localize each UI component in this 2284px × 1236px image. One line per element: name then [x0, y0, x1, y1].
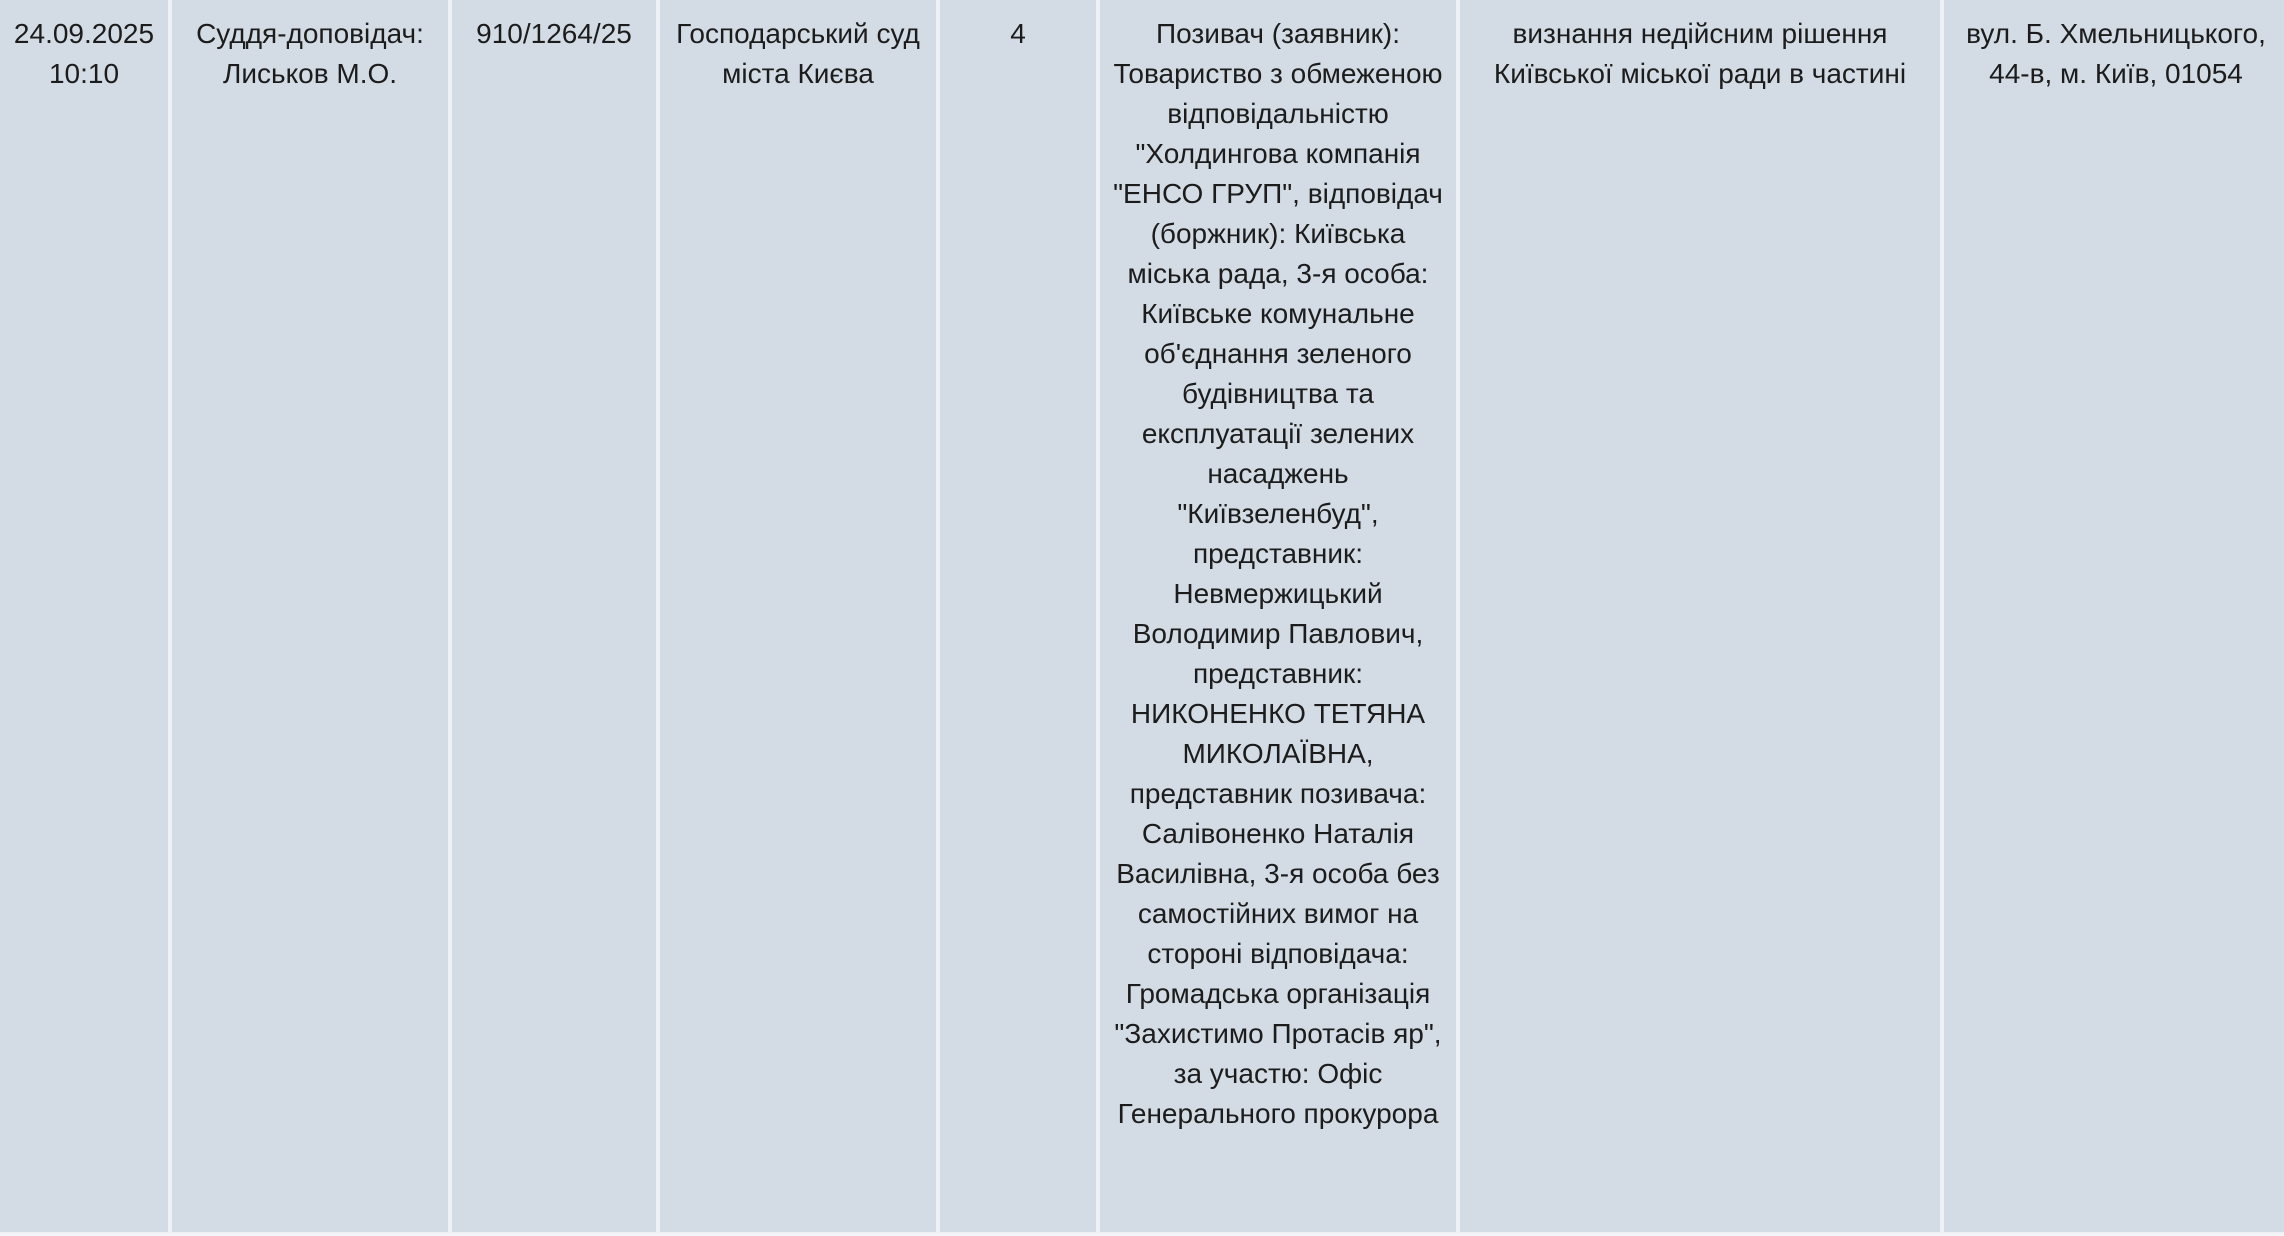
cell-courtroom [940, 0, 1096, 1232]
cell-court [660, 0, 936, 1232]
cell-address [1944, 0, 2284, 1232]
court-address: вул. Б. Хмельницького, 44-в, м. Київ, 01054 [1966, 18, 2266, 89]
cell-case-number [452, 0, 656, 1232]
case-number: 910/1264/25 [476, 18, 632, 49]
court-name: Господарський суд міста Києва [676, 18, 920, 89]
cell-judge [172, 0, 448, 1232]
case-subject: визнання недійсним рішення Київської міської ради в частині [1493, 18, 1907, 89]
parties-text: Позивач (заявник): Товариство з обмеженою відповідальністю "Холдингова компанія "ЕНСО ГРУП", відповідач (боржник): Київська міська рада, 3-я особа: Київське комунальне об'єднання зеленого будівництва та експлуатації зелених насаджень "Київзеленбуд", представник: Невмержицький Володимир Павлович, представник: НИКОНЕНКО ТЕТЯНА МИКОЛАЇВНА, представник позивача: Салівоненко Наталія Василівна, 3-я особа без самостійних вимог на стороні відповідача: Громадська організація "Захистимо Протасів яр", за участю: Офіс Генерального прокурора [1113, 18, 1443, 1129]
hearing-date: 24.09.2025 [13, 18, 155, 49]
judge-name: Лиськов М.О. [222, 58, 398, 89]
cell-date-time [0, 0, 168, 1232]
cell-parties [1100, 0, 1456, 1232]
hearing-time: 10:10 [48, 58, 120, 89]
cell-subject [1460, 0, 1940, 1232]
judge-label: Суддя-доповідач: [196, 18, 424, 49]
courtroom-number: 4 [1010, 18, 1026, 49]
